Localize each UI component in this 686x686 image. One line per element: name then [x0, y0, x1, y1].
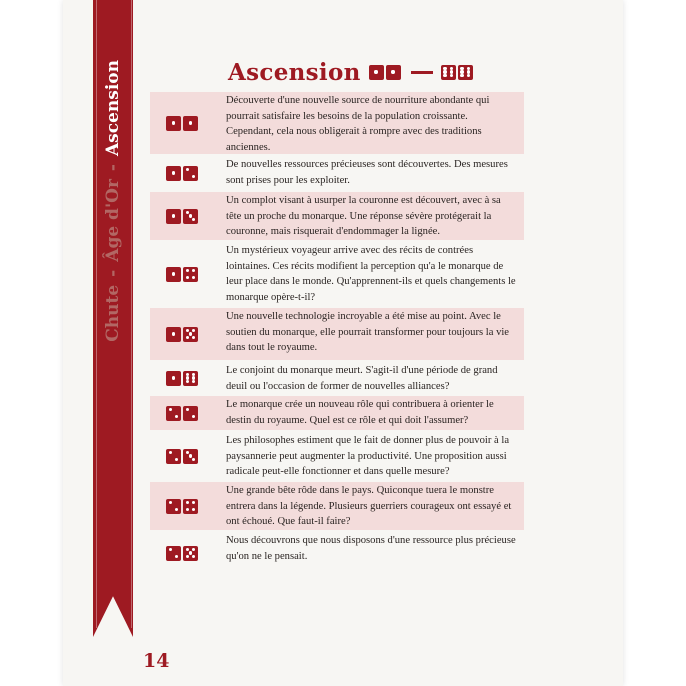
die-face-2-icon: [166, 449, 181, 464]
table-row: [150, 192, 524, 240]
die-face-6-icon: [458, 65, 473, 80]
event-text: Découverte d'une nouvelle source de nourriture abondante qui pourrait satisfaire les besoins de la population croissante. Cependant, cela nous obligerait à rompre avec des traditions anciennes.: [226, 95, 490, 153]
ribbon-separator: -: [103, 269, 123, 277]
die-face-1-icon: [166, 166, 181, 181]
die-face-1-icon: [183, 116, 198, 131]
die-face-1-icon: [166, 116, 181, 131]
die-face-1-icon: [166, 371, 181, 386]
ribbon-label-age-dor: Âge d'Or: [103, 179, 123, 262]
table-row: [150, 362, 524, 394]
event-text: De nouvelles ressources précieuses sont découvertes. Des mesures sont prises pour les exploiter.: [226, 159, 508, 186]
event-text: Le conjoint du monarque meurt. S'agit-il d'une période de grand deuil ou l'occasion de former de nouvelles alliances?: [226, 365, 498, 392]
title-start-dice: [369, 65, 403, 80]
ribbon-label-chute: Chute: [103, 284, 123, 342]
event-text: Un mystérieux voyageur arrive avec des récits de contrées lointaines. Ces récits modifient la perception qu'a le monarque de leur place dans le monde. Qu'apprennent-ils et quels changements le monarque opère-t-il?: [226, 245, 516, 303]
die-face-2-icon: [166, 546, 181, 561]
die-face-6-icon: [441, 65, 456, 80]
event-text: Nous découvrons que nous disposons d'une ressource plus précieuse qu'on ne le pensait.: [226, 535, 516, 562]
dice-roll: [150, 362, 214, 394]
die-face-4-icon: [183, 499, 198, 514]
dice-roll: [150, 92, 214, 154]
die-face-4-icon: [183, 267, 198, 282]
section-title: [228, 54, 475, 90]
die-face-1-icon: [369, 65, 384, 80]
table-row: [150, 92, 524, 154]
die-face-2-icon: [183, 406, 198, 421]
dice-roll: [150, 192, 214, 240]
table-row: [150, 532, 524, 574]
table-row: [150, 242, 524, 306]
title-end-dice: [441, 65, 475, 80]
dice-roll: [150, 308, 214, 360]
ribbon-label-ascension: Ascension: [103, 60, 123, 157]
die-face-6-icon: [183, 371, 198, 386]
die-face-1-icon: [386, 65, 401, 80]
event-text: Une grande bête rôde dans le pays. Quiconque tuera le monstre entrera dans la légende. Plusieurs guerriers courageux ont essayé et ont échoué. Que faut-il faire?: [226, 485, 512, 527]
event-text: Le monarque crée un nouveau rôle qui contribuera à orienter le destin du royaume. Quel est ce rôle et qui doit l'assumer?: [226, 399, 494, 426]
event-text: Une nouvelle technologie incroyable a été mise au point. Avec le soutien du monarque, elle pourrait transformer pour toujours la vie dans tout le royaume.: [226, 311, 510, 353]
table-row: [150, 432, 524, 480]
die-face-2-icon: [166, 499, 181, 514]
table-row: [150, 396, 524, 430]
die-face-5-icon: [183, 327, 198, 342]
dice-roll: [150, 396, 214, 430]
dice-roll: [150, 156, 214, 190]
dice-roll: [150, 432, 214, 480]
die-face-2-icon: [183, 166, 198, 181]
table-row: [150, 482, 524, 530]
title-dash: [411, 71, 433, 74]
die-face-2-icon: [166, 406, 181, 421]
event-text: Les philosophes estiment que le fait de donner plus de pouvoir à la paysannerie peut augmenter la productivité. Une proposition aussi radicale peut-elle fonctionner et dans quelle mesure?: [226, 435, 510, 477]
page-number: 14: [143, 650, 170, 672]
ribbon-separator: -: [103, 164, 123, 172]
page-title: Ascension: [228, 58, 361, 86]
table-row: [150, 156, 524, 190]
dice-roll: [150, 242, 214, 306]
table-row: [150, 308, 524, 360]
die-face-1-icon: [166, 327, 181, 342]
die-face-5-icon: [183, 546, 198, 561]
dice-roll: [150, 482, 214, 530]
die-face-3-icon: [183, 209, 198, 224]
dice-roll: [150, 532, 214, 574]
die-face-3-icon: [183, 449, 198, 464]
event-text: Un complot visant à usurper la couronne est découvert, avec à sa tête un proche du monarque. Une réponse sévère protégerait la couronne, mais risquerait d'endommager la lignée.: [226, 195, 501, 237]
ribbon-chapter-labels: [102, 60, 124, 360]
die-face-1-icon: [166, 209, 181, 224]
die-face-1-icon: [166, 267, 181, 282]
